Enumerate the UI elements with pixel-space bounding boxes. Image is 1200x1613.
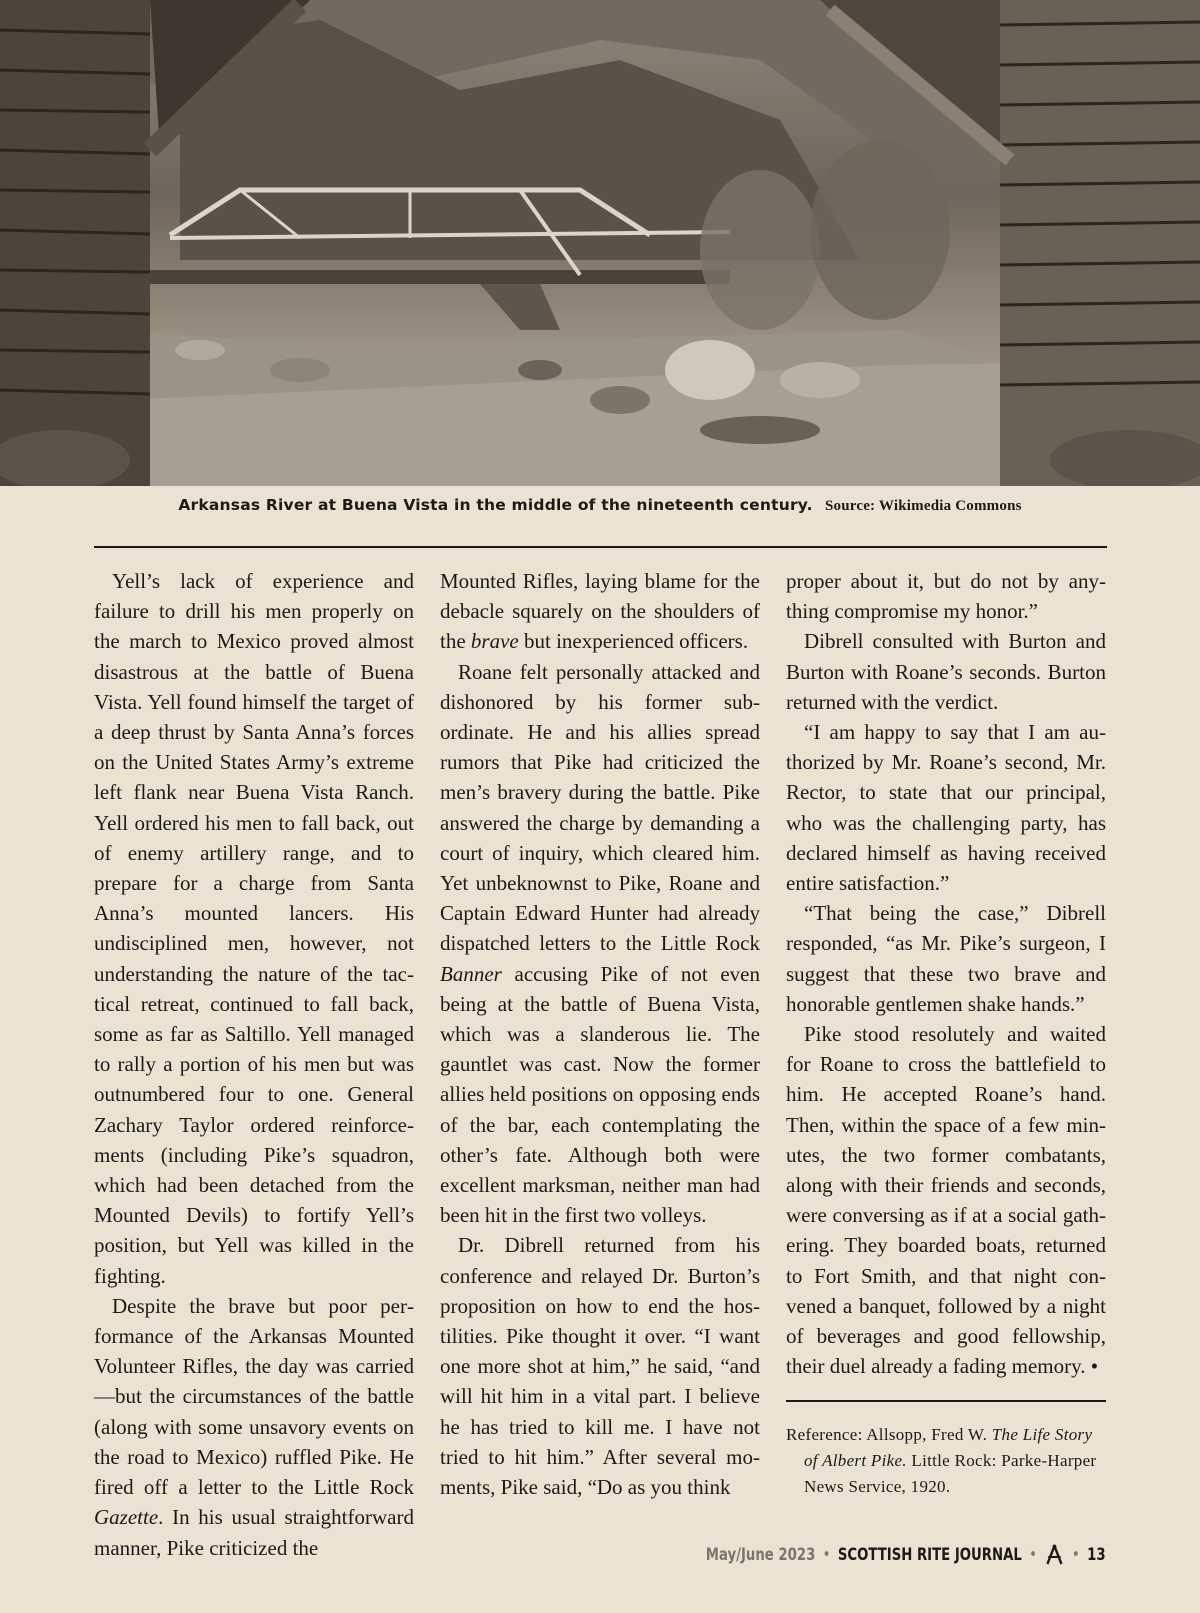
paragraph: Dr. Dibrell returned from his conference and relayed Dr. Burton’s proposition on how to end the hostilities. Pike thought it over. “I want one more shot at him,” he said, “and will hit him in a vital part. I believe he has tried to kill me. I have not tried to hit him.” After several moments, Pike said, “Do as you think: [440, 1233, 760, 1500]
emphasis: brave: [470, 629, 519, 654]
article-column-2: [440, 566, 760, 1502]
page-footer: [706, 1544, 1106, 1566]
paragraph: [440, 566, 760, 657]
text-run: . In his usual straightforward manner, Pike criticized the: [94, 1505, 414, 1560]
page-number: 13: [1087, 1545, 1106, 1565]
photo-caption: [0, 496, 1200, 515]
paragraph: [94, 1291, 414, 1563]
reference-book-title: The Life Story of Albert Pike.: [804, 1425, 1093, 1470]
masonic-compass-icon: [1045, 1544, 1065, 1566]
reference-note: [786, 1422, 1106, 1500]
paragraph: Dibrell consulted with Burton and Burton with Roane’s seconds. Burton returned with the verdict.: [786, 629, 1106, 714]
newspaper-title: Banner: [440, 961, 502, 986]
caption-source: Source: Wikimedia Commons: [824, 498, 1022, 514]
reference-text: Little Rock: Parke-Harper News Service, 1920.: [804, 1451, 1097, 1496]
paragraph: “I am happy to say that I am authorized by Mr. Roane’s second, Mr. Rector, to state that our principal, who was the challenging party, has declared himself as having received entire satisfaction.”: [786, 720, 1106, 896]
caption-divider: [94, 546, 1107, 548]
issue-date: May/June 2023: [706, 1545, 816, 1565]
separator: •: [1072, 1545, 1081, 1565]
reference-text: Reference: Allsopp, Fred W.: [786, 1425, 992, 1444]
paragraph: Pike stood resolutely and waited for Roane to cross the battlefield to him. He accepted Roane’s hand. Then, within the space of a few minutes, the two former combatants, along with their friends and seconds, were conversing as if at a social gathering. They boarded boats, returned to Fort Smith, and that night convened a banquet, followed by a night of beverages and good fellowship, their duel already a fading memory. •: [786, 1022, 1106, 1379]
article-column-1: [94, 566, 414, 1563]
newspaper-title: Gazette: [94, 1505, 159, 1530]
separator: •: [1029, 1545, 1038, 1565]
text-run: Despite the brave but poor performance of the Arkansas Mounted Volunteer Rifles, the day was carried—but the circumstances of the battle (along with some unsavory events on the road to Mexico) ruffled Pike. He fired off a letter to the Little Rock: [94, 1293, 414, 1500]
historic-bridge-photo: [0, 0, 1200, 486]
text-run: but inexperienced officers.: [518, 629, 749, 654]
paragraph: Yell’s lack of experience and failure to drill his men properly on the march to Mexico proved almost disastrous at the battle of Buena Vista. Yell found himself the target of a deep thrust by Santa Anna’s forces on the United States Army’s extreme left flank near Buena Vista Ranch. Yell ordered his men to fall back, out of enemy artillery range, and to prepare for a charge from Santa Anna’s mounted lancers. His undisciplined men, however, not understanding the nature of the tactical retreat, continued to fall back, some as far as Saltillo. Yell managed to rally a portion of his men but was outnumbered four to one. General Zachary Taylor ordered reinforcements (including Pike’s squadron, which had been detached from the Mounted Devils) to fortify Yell’s position, but Yell was killed in the fighting.: [94, 569, 414, 1288]
caption-text: Arkansas River at Buena Vista in the middle of the nineteenth century.: [178, 496, 813, 514]
text-run: accusing Pike of not even being at the battle of Buena Vista, which was a slanderous lie. The gauntlet was cast. Now the former allies held positions on opposing ends of the bar, each contemplating the other’s fate. Although both were excellent marksman, neither man had been hit in the first two volleys.: [440, 961, 760, 1228]
paragraph: “That being the case,” Dibrell responded, “as Mr. Pike’s surgeon, I suggest that these two brave and honorable gentlemen shake hands.”: [786, 901, 1106, 1016]
reference-divider: [786, 1400, 1106, 1402]
paragraph: proper about it, but do not by anything compromise my honor.”: [786, 569, 1106, 624]
text-run: Roane felt personally attacked and dishonored by his former subordinate. He and his allies spread rumors that Pike had criticized the men’s bravery during the battle. Pike answered the charge by demanding a court of inquiry, which cleared him. Yet unbeknownst to Pike, Roane and Captain Edward Hunter had already dispatched letters to the Little Rock: [440, 659, 760, 956]
text-run: Mounted Rifles, laying blame for the debacle squarely on the shoulders of the: [440, 569, 760, 654]
photo-illustration: [0, 0, 1200, 486]
article-column-3: [786, 566, 1106, 1381]
journal-name: SCOTTISH RITE JOURNAL: [838, 1545, 1023, 1565]
separator: •: [823, 1545, 831, 1565]
paragraph: [440, 657, 760, 1231]
